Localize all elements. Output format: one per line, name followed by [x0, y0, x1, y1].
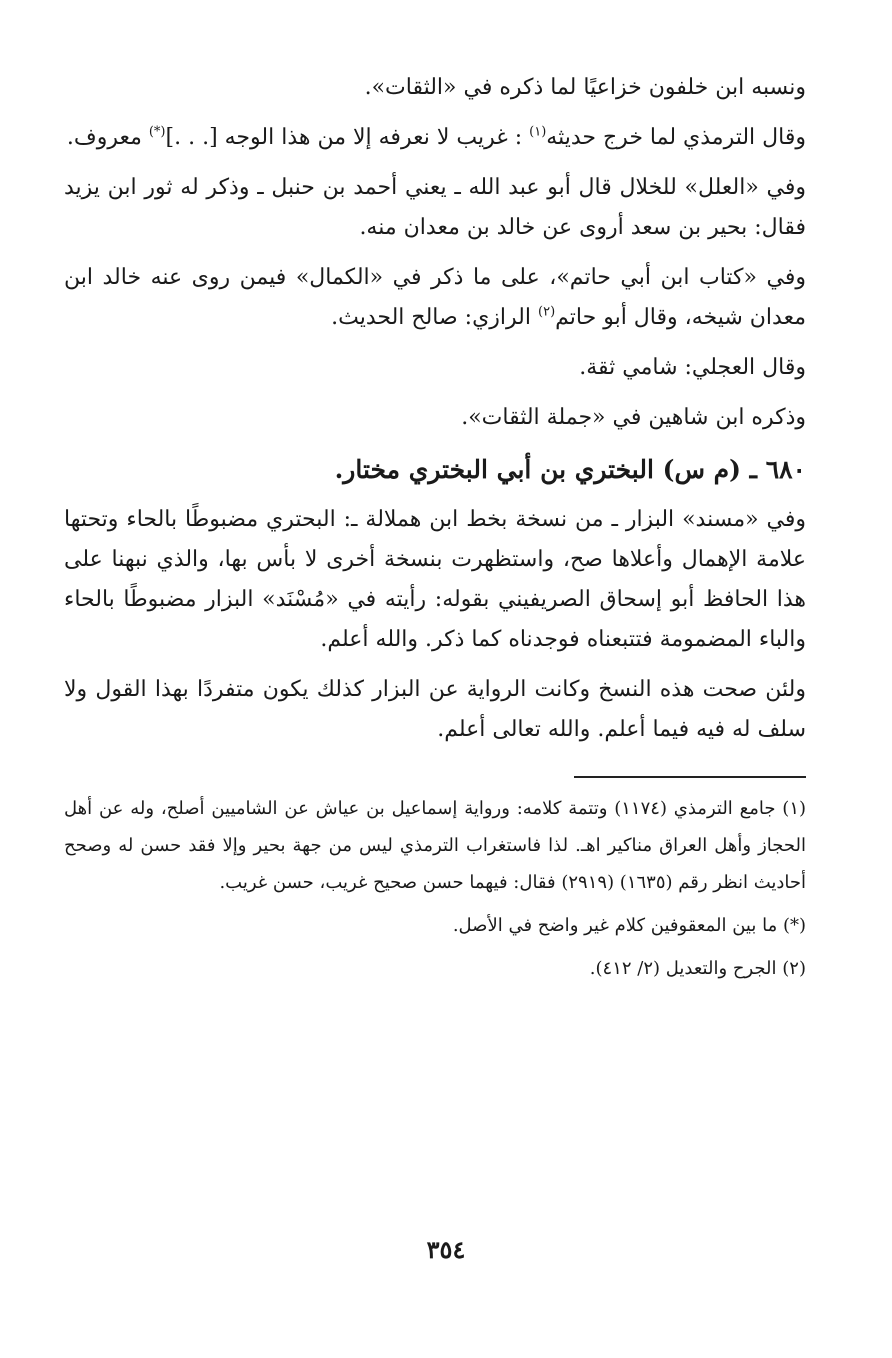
footnote-marker: (٢) — [782, 958, 806, 979]
paragraph: ونسبه ابن خلفون خزاعيًا لما ذكره في «الثقات». — [364, 75, 806, 100]
paragraph: ولئن صحت هذه النسخ وكانت الرواية عن البزار كذلك يكون متفردًا بهذا القول ولا سلف له فيه فيما أعلم. والله تعالى أعلم. — [64, 677, 806, 742]
footnote-ref: (*) — [148, 124, 166, 140]
footnote-ref: (٢) — [538, 304, 556, 320]
footnote-marker: (١) — [782, 798, 807, 819]
footnote-marker: (*) — [782, 915, 806, 936]
paragraph-text: معروف. — [66, 125, 142, 150]
paragraph: وفي «العلل» للخلال قال أبو عبد الله ـ يعني أحمد بن حنبل ـ وذكر له ثور ابن يزيد فقال: بحير بن سعد أروى عن خالد بن معدان منه. — [64, 175, 806, 240]
paragraph-text: الرازي: صالح الحديث. — [331, 305, 531, 330]
page-number: ٣٥٤ — [426, 1235, 466, 1264]
footnote-ref: (١) — [529, 124, 547, 140]
footnote — [64, 950, 806, 987]
footnote-text: جامع الترمذي (١١٧٤) وتتمة كلامه: ورواية إسماعيل بن عياش عن الشاميين أصلح، وله عن أهل الحجاز وأهل العراق مناكير اهـ. لذا فاستغراب الترمذي ليس من جهة بحير وإلا فقد حسن له وصحح أحاديث انظر رقم (١٦٣٥) (٢٩١٩) فقال: فيهما حسن صحيح غريب، حسن غريب. — [64, 798, 806, 893]
footnote-text: الجرح والتعديل (٢/ ٤١٢). — [589, 958, 777, 979]
paragraph: وقال العجلي: شامي ثقة. — [579, 355, 806, 380]
paragraph — [64, 118, 806, 158]
footnote-divider — [574, 776, 806, 778]
paragraph-text: : غريب لا نعرفه إلا من هذا الوجه [. . .] — [165, 125, 523, 150]
entry-heading: ٦٨٠ ـ (م س) البختري بن أبي البختري مختار. — [334, 455, 806, 484]
footnote-text: ما بين المعقوفين كلام غير واضح في الأصل. — [452, 915, 778, 936]
paragraph — [64, 258, 806, 338]
paragraph-text: وفي «كتاب ابن أبي حاتم»، على ما ذكر في «الكمال» فيمن روى عنه خالد ابن معدان شيخه، وقال أبو حاتم — [64, 265, 806, 330]
paragraph: وفي «مسند» البزار ـ من نسخة بخط ابن هملالة ـ: البحتري مضبوطًا بالحاء وتحتها علامة الإهمال وأعلاها صح، واستظهرت بنسخة أخرى لا بأس بها، والذي نبهنا على هذا الحافظ أبو إسحاق الصريفيني بقوله: رأيته في «مُسْنَد» البزار مضبوطًا بالحاء والباء المضمومة فتتبعناه فوجدناه كما ذكر. والله أعلم. — [64, 507, 806, 652]
footnote — [64, 907, 806, 944]
footnote — [64, 790, 806, 901]
paragraph-text: وقال الترمذي لما خرج حديثه — [546, 125, 806, 150]
paragraph: وذكره ابن شاهين في «جملة الثقات». — [461, 405, 806, 430]
